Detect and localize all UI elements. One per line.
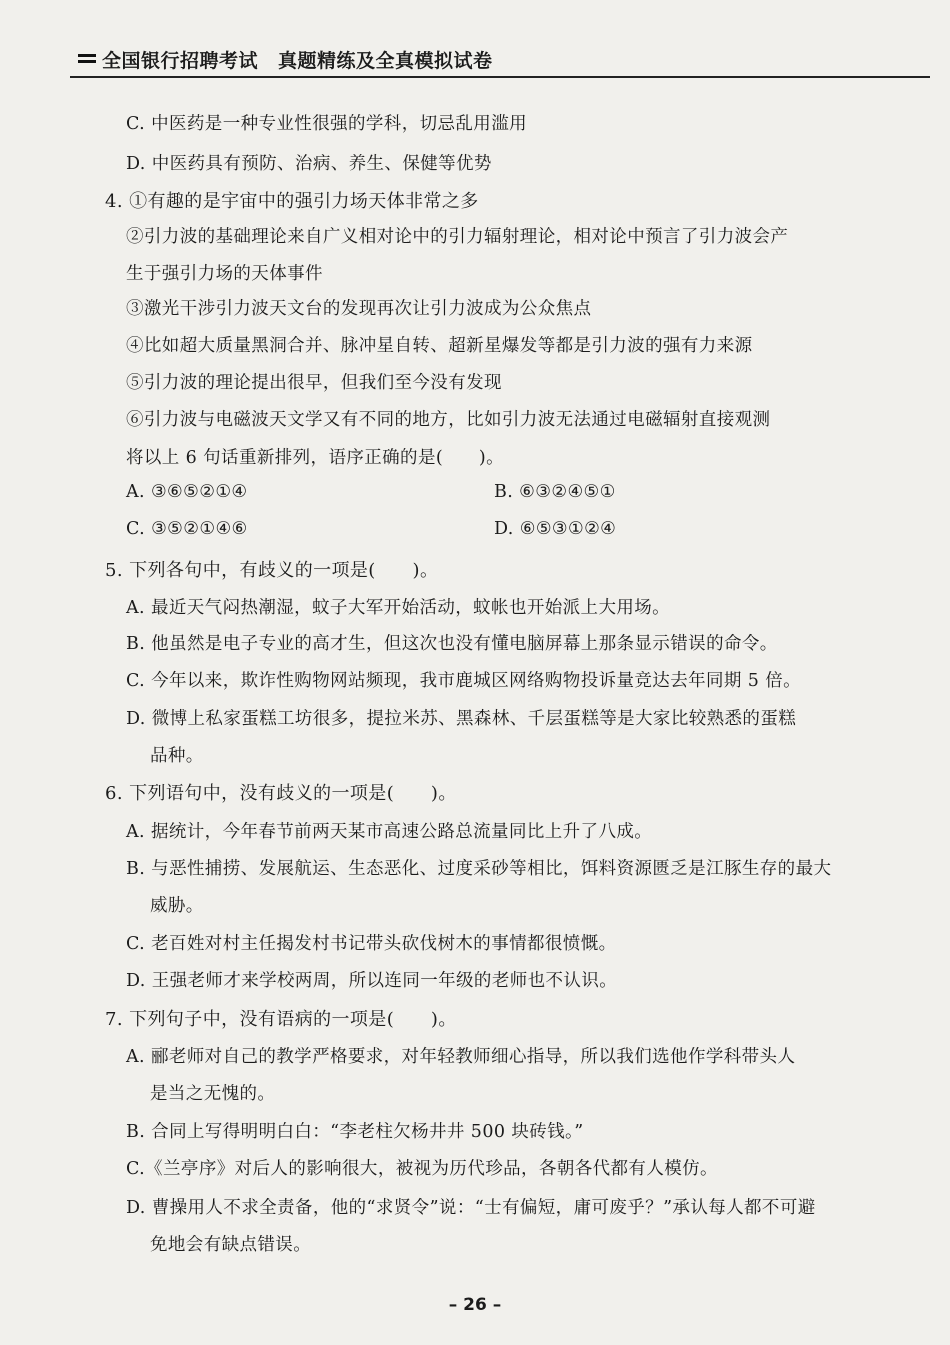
q6-option-b-line2: 威胁。 [150, 896, 204, 916]
q4-sentence-2a: ②引力波的基础理论来自广义相对论中的引力辐射理论，相对论中预言了引力波会产 [126, 227, 789, 247]
q7-option-c: C.《兰亭序》对后人的影响很大，被视为历代珍品，各朝各代都有人模仿。 [126, 1159, 718, 1179]
q4-sentence-4: ④比如超大质量黑洞合并、脉冲星自转、超新星爆发等都是引力波的强有力来源 [126, 336, 753, 356]
q4-sentence-2b: 生于强引力场的天体事件 [126, 264, 323, 284]
publisher-logo-icon [78, 52, 96, 68]
q5-option-c: C. 今年以来，欺诈性购物网站频现，我市鹿城区网络购物投诉量竞达去年同期 5 倍。 [126, 671, 802, 691]
q4-sentence-3: ③激光干涉引力波天文台的发现再次让引力波成为公众焦点 [126, 299, 592, 319]
q4-option-c: C. ③⑤②①④⑥ [126, 519, 248, 539]
q5-stem: 5. 下列各句中，有歧义的一项是( )。 [105, 560, 439, 581]
q7-option-d-line2: 免地会有缺点错误。 [150, 1235, 312, 1255]
q4-question: 将以上 6 句话重新排列，语序正确的是( )。 [126, 448, 505, 468]
q5-option-a: A. 最近天气闷热潮湿，蚊子大军开始活动，蚊帐也开始派上大用场。 [126, 598, 671, 618]
page-number: – 26 – [448, 1295, 502, 1315]
q4-sentence-5: ⑤引力波的理论提出很早，但我们至今没有发现 [126, 373, 502, 393]
q5-option-d-line2: 品种。 [150, 746, 204, 766]
header-divider [70, 76, 930, 78]
header-series: 真题精练及全真模拟试卷 [278, 50, 493, 72]
q6-option-b-line1: B. 与恶性捕捞、发展航运、生态恶化、过度采砂等相比，饵料资源匮乏是江豚生存的最大 [126, 859, 832, 879]
q7-option-d-line1: D. 曹操用人不求全责备，他的“求贤令”说：“士有偏短，庸可废乎？”承认每人都不可避 [126, 1198, 816, 1218]
q4-option-b: B. ⑥③②④⑤① [494, 482, 616, 502]
q7-stem: 7. 下列句子中，没有语病的一项是( )。 [105, 1009, 457, 1030]
q6-option-a: A. 据统计，今年春节前两天某市高速公路总流量同比上升了八成。 [126, 822, 653, 842]
q6-option-d: D. 王强老师才来学校两周，所以连同一年级的老师也不认识。 [126, 971, 618, 991]
bleed-through-text [640, 118, 657, 143]
q5-option-b: B. 他虽然是电子专业的高才生，但这次也没有懂电脑屏幕上那条显示错误的命令。 [126, 634, 778, 654]
page-header [78, 46, 493, 73]
q5-option-d-line1: D. 微博上私家蛋糕工坊很多，提拉米苏、黑森林、千层蛋糕等是大家比较熟悉的蛋糕 [126, 709, 797, 729]
q3-option-c: C. 中医药是一种专业性很强的学科，切忌乱用滥用 [126, 114, 527, 134]
q6-stem: 6. 下列语句中，没有歧义的一项是( )。 [105, 783, 457, 804]
q3-option-d: D. 中医药具有预防、治病、养生、保健等优势 [126, 154, 492, 174]
q4-sentence-6: ⑥引力波与电磁波天文学又有不同的地方，比如引力波无法通过电磁辐射直接观测 [126, 410, 771, 430]
q6-option-c: C. 老百姓对村主任揭发村书记带头砍伐树木的事情都很愤慨。 [126, 934, 617, 954]
header-title: 全国银行招聘考试 [102, 50, 259, 72]
q7-option-a-line1: A. 郦老师对自己的教学严格要求，对年轻教师细心指导，所以我们选他作学科带头人 [126, 1047, 796, 1067]
q7-option-b: B. 合同上写得明明白白：“李老柱欠杨井井 500 块砖钱。” [126, 1122, 584, 1142]
q4-option-a: A. ③⑥⑤②①④ [126, 482, 248, 502]
q7-option-a-line2: 是当之无愧的。 [150, 1084, 276, 1104]
q4-stem: 4. ①有趣的是宇宙中的强引力场天体非常之多 [105, 191, 479, 212]
q4-option-d: D. ⑥⑤③①②④ [494, 519, 617, 539]
